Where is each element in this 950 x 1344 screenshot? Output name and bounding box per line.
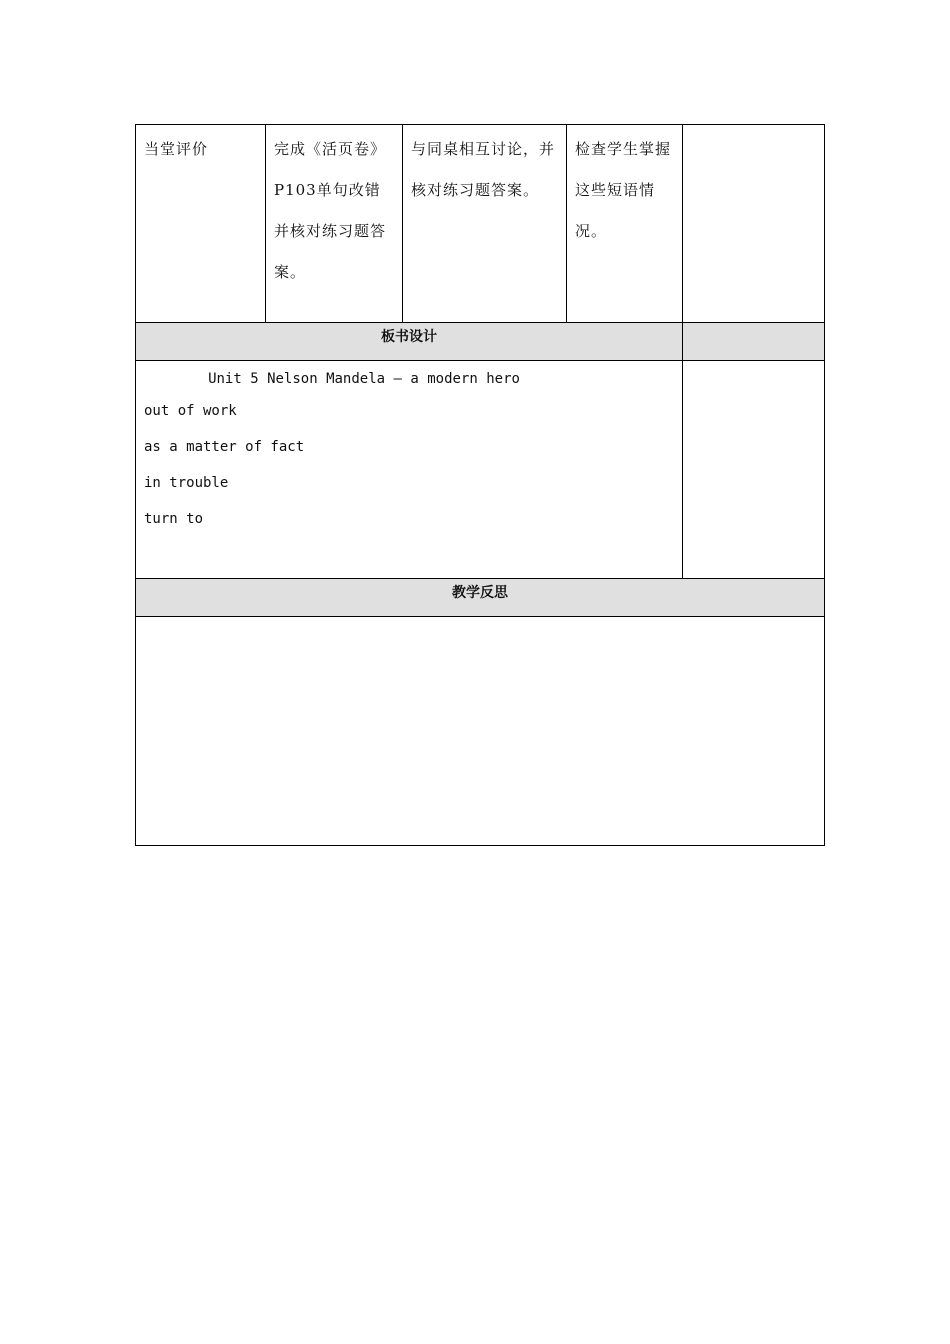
evaluation-row: [136, 125, 825, 323]
reflection-header-cell: [136, 579, 825, 617]
intent-cell: [567, 125, 683, 323]
intent-text: 检查学生掌握这些短语情况。: [575, 140, 672, 240]
board-design-header-cell: [136, 323, 683, 361]
board-design-side-cell: [683, 361, 825, 579]
board-design-header-row: [136, 323, 825, 361]
board-design-header-side-cell: [683, 323, 825, 361]
teacher-activity-text: 完成《活页卷》P103单句改错并核对练习题答案。: [274, 140, 387, 281]
board-design-cell: [136, 361, 683, 579]
student-activity-text: 与同桌相互讨论，并核对练习题答案。: [411, 140, 556, 199]
board-title: Unit 5 Nelson Mandela — a modern hero: [208, 371, 520, 387]
extra-cell: [683, 125, 825, 323]
board-line: out of work: [144, 403, 237, 419]
stage-cell: [136, 125, 266, 323]
student-activity-cell: [403, 125, 567, 323]
lesson-plan-table: [135, 124, 825, 846]
extra-text: [683, 125, 824, 129]
board-design-header: 板书设计: [381, 329, 437, 345]
board-line: as a matter of fact: [144, 439, 305, 455]
board-line: in trouble: [144, 475, 229, 491]
reflection-header: 教学反思: [452, 585, 508, 601]
board-design-row: [136, 361, 825, 579]
teacher-activity-cell: [266, 125, 403, 323]
reflection-content-cell: [136, 617, 825, 846]
stage-label: 当堂评价: [144, 140, 209, 158]
reflection-header-row: [136, 579, 825, 617]
board-line: turn to: [144, 511, 204, 527]
reflection-row: [136, 617, 825, 846]
reflection-content: [136, 617, 824, 621]
